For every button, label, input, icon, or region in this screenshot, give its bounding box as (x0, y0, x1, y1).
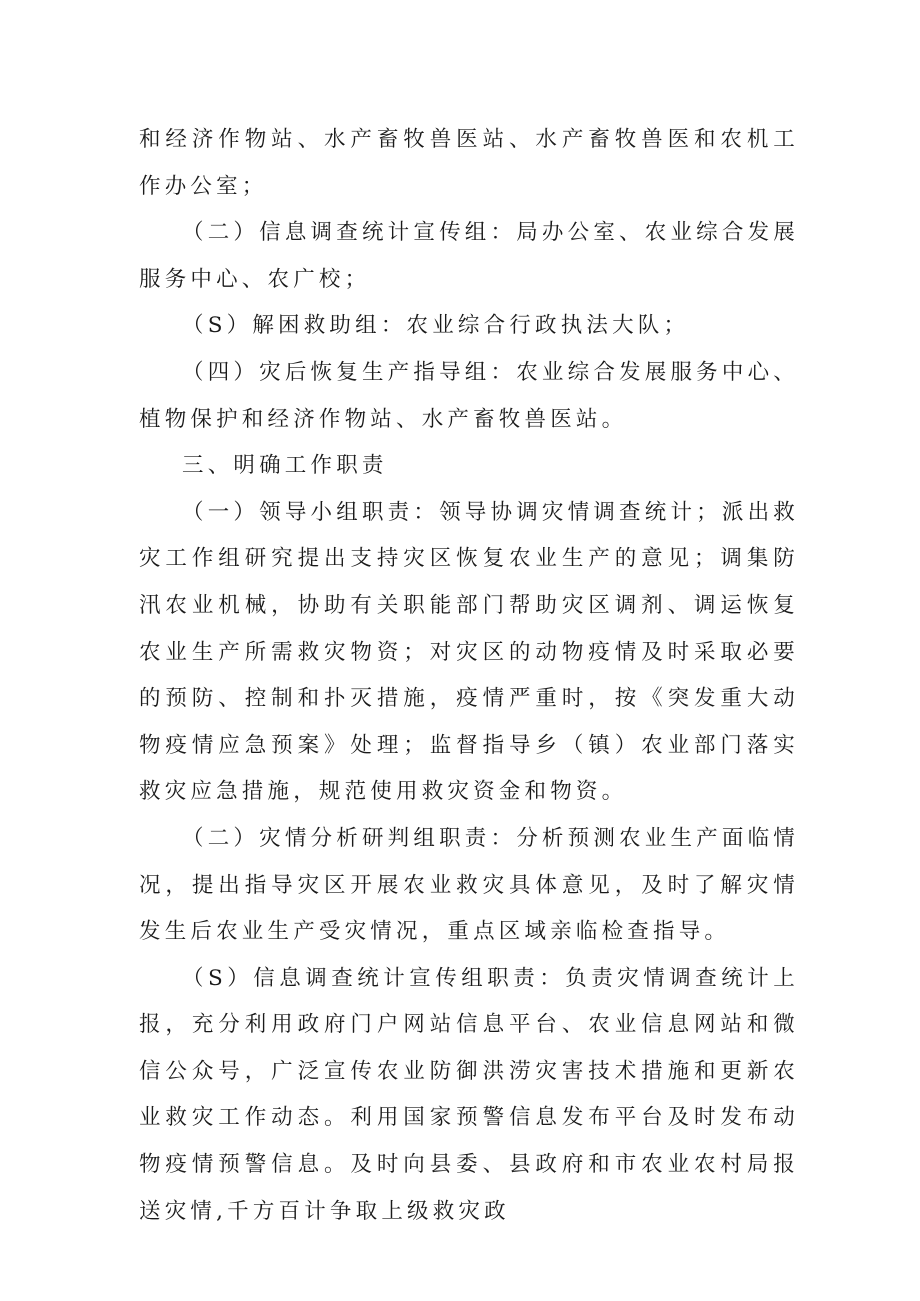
paragraph-info-group: （二）信息调查统计宣传组：局办公室、农业综合发展服务中心、农广校； (139, 220, 799, 292)
paragraph-analysis-duties: （二）灾情分析研判组职责：分析预测农业生产面临情况，提出指导灾区开展农业救灾具体意见，及时了解灾情发生后农业生产受灾情况，重点区域亲临检查指导。 (139, 825, 799, 945)
paragraph-leadership-duties: （一）领导小组职责：领导协调灾情调查统计；派出救灾工作组研究提出支持灾区恢复农业生产的意见；调集防汛农业机械，协助有关职能部门帮助灾区调剂、调运恢复农业生产所需救灾物资；对灾区的动物疫情及时采取必要的预防、控制和扑灭措施，疫情严重时，按《突发重大动物疫情应急预案》处理；监督指导乡（镇）农业部门落实救灾应急措施，规范使用救灾资金和物资。 (139, 499, 799, 805)
section-heading: 三、明确工作职责 (182, 453, 388, 479)
paragraph-relief-group: （S）解困救助组：农业综合行政执法大队； (182, 313, 690, 339)
paragraph-info-duties: （S）信息调查统计宣传组职责：负责灾情调查统计上报，充分利用政府门户网站信息平台、农业信息网站和微信公众号，广泛宣传农业防御洪涝灾害技术措施和更新农业救灾工作动态。利用国家预警信息发布平台及时发布动物疫情预警信息。及时向县委、县政府和市农业农村局报送灾情,千方百计争取上级救灾政 (139, 965, 799, 1224)
document-body (139, 117, 799, 1235)
paragraph-continuation: 和经济作物站、水产畜牧兽医站、水产畜牧兽医和农机工作办公室； (139, 127, 799, 199)
paragraph-recovery-group: （四）灾后恢复生产指导组：农业综合发展服务中心、植物保护和经济作物站、水产畜牧兽医站。 (139, 359, 799, 432)
